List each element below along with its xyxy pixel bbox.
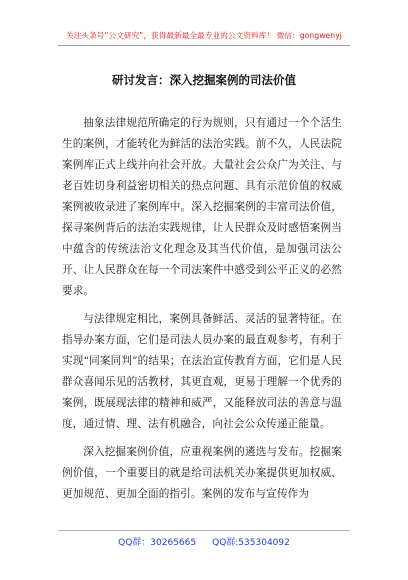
footer-divider [58, 530, 350, 531]
header-divider [58, 45, 350, 46]
footer-contact [0, 535, 408, 548]
header-banner: 关注头条号“公文研究”，获得最新最全最专业的公文资料库！ 微信：gongwenyj [66, 31, 342, 40]
footer-qq-group-1: QQ群：30265665 [118, 538, 197, 548]
paragraph: 与法律规定相比，案例具备鲜活、灵活的显著特征。在指导办案方面，它们是司法人员办案的最直观参考，有利于实现“同案同判”的结果；在法治宣传教育方面，它们是人民群众喜闻乐见的活教材，其更直观，更易于理解一个优秀的案例，既展现法律的精神和威严，又能释放司法的善意与温度，通过情、理、法有机融合，向社会公众传递正能量。 [62, 313, 342, 430]
paragraph: 抽象法律规范所确定的行为规则，只有通过一个个活生生的案例，才能转化为鲜活的法治实践。前不久，人民法院案例库正式上线并向社会开放。大量社会公众广为关注、与老百姓切身利益密切相关的热点问题、具有示范价值的权威案例被收录进了案例库中。深入挖掘案例的丰富司法价值，探寻案例背后的法治实践规律，让人民群众及时感悟案例当中蕴含的传统法治文化理念及其当代价值，是加强司法公开、让人民群众在每一个司法案件中感受到公平正义的必然要求。 [62, 117, 342, 297]
footer-qq-group-2: QQ群:535304092 [212, 538, 290, 548]
paragraph: 深入挖掘案例价值，应重视案例的遴选与发布。挖掘案例价值，一个重要目的就是给司法机关办案提供更加权威、更加规范、更加全面的指引。案例的发布与宣传作为 [62, 446, 342, 500]
document-title: 研讨发言：深入挖掘案例的司法价值 [112, 73, 296, 87]
document-body [62, 113, 342, 512]
